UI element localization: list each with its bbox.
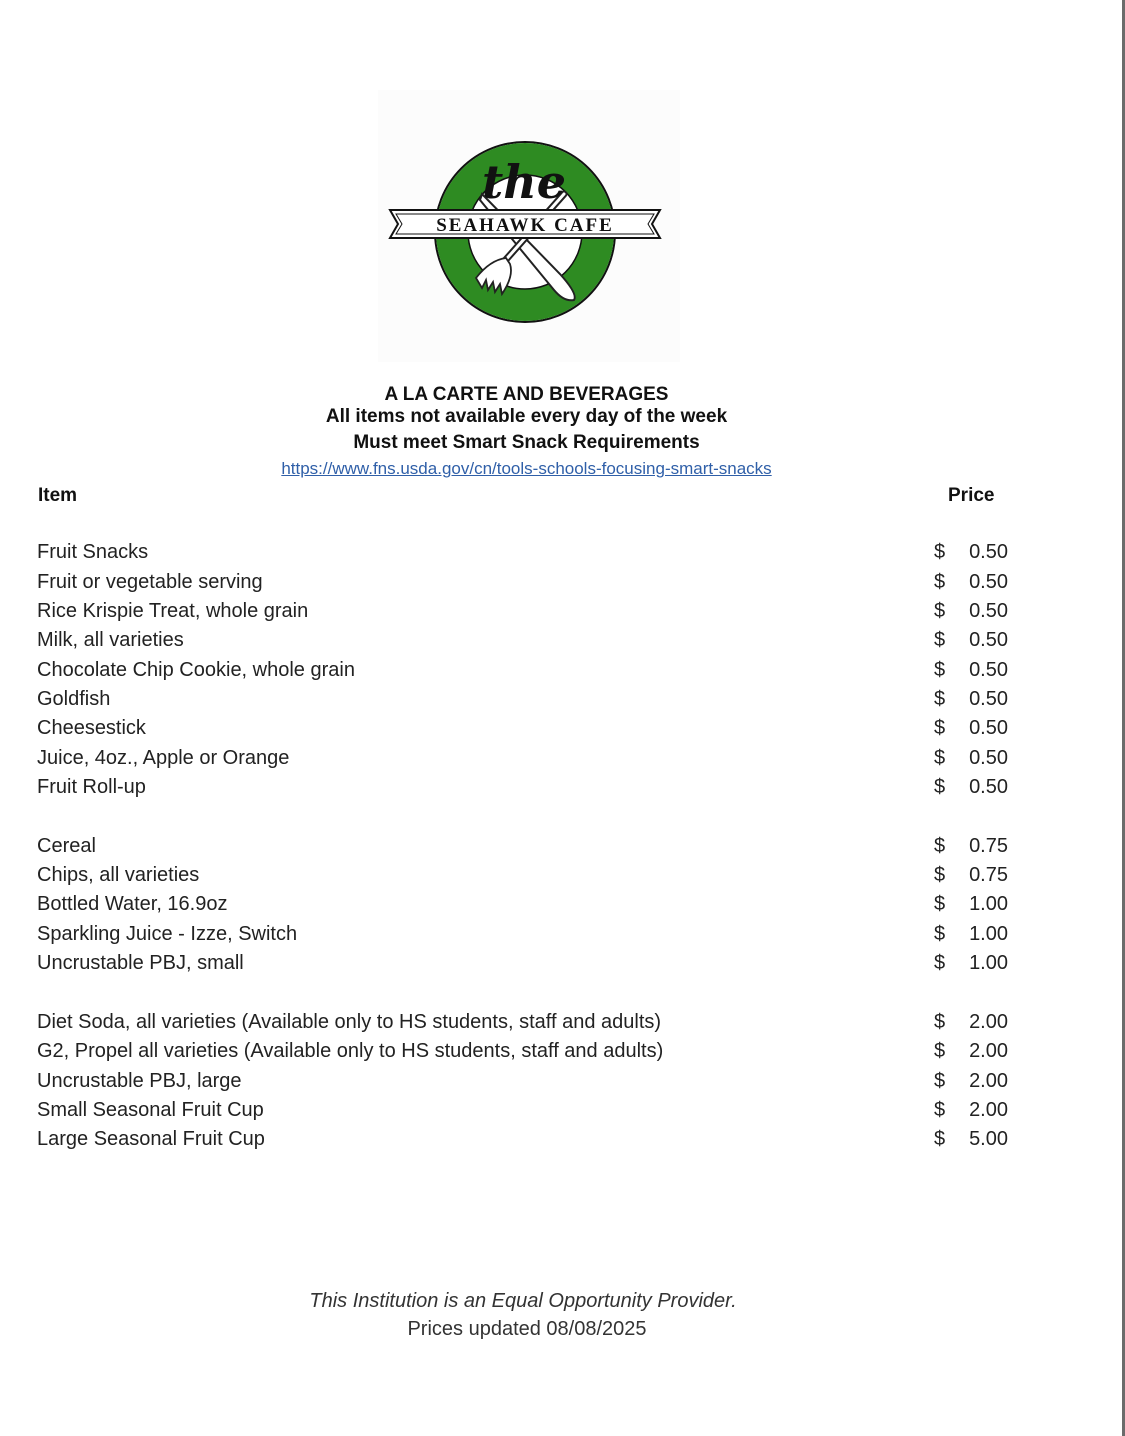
table-row	[0, 776, 1050, 805]
currency-symbol: $	[934, 952, 946, 974]
item-price: 0.75	[969, 835, 1008, 857]
currency-symbol: $	[934, 776, 946, 798]
item-name: Juice, 4oz., Apple or Orange	[37, 747, 290, 769]
table-row	[0, 747, 1050, 776]
item-price: 0.50	[969, 659, 1008, 681]
item-name: Uncrustable PBJ, small	[37, 952, 244, 974]
currency-symbol: $	[934, 864, 946, 886]
prices-updated-date: Prices updated 08/08/2025	[407, 1318, 647, 1340]
item-name: Fruit Roll-up	[37, 776, 146, 798]
currency-symbol: $	[934, 1128, 946, 1150]
item-price: 2.00	[969, 1040, 1008, 1062]
table-row	[0, 835, 1050, 864]
item-name: Cheesestick	[37, 717, 146, 739]
table-row	[0, 893, 1050, 922]
item-name: Large Seasonal Fruit Cup	[37, 1128, 265, 1150]
item-name: Goldfish	[37, 688, 111, 710]
currency-symbol: $	[934, 659, 946, 681]
currency-symbol: $	[934, 717, 946, 739]
currency-symbol: $	[934, 1099, 946, 1121]
item-price: 0.50	[969, 629, 1008, 651]
currency-symbol: $	[934, 688, 946, 710]
item-name: Bottled Water, 16.9oz	[37, 893, 228, 915]
item-name: Rice Krispie Treat, whole grain	[37, 600, 309, 622]
table-row	[0, 1070, 1050, 1099]
equal-opportunity-statement: This Institution is an Equal Opportunity Provider.	[309, 1290, 737, 1312]
table-row	[0, 659, 1050, 688]
table-row	[0, 541, 1050, 570]
currency-symbol: $	[934, 1040, 946, 1062]
item-name: Fruit or vegetable serving	[37, 571, 263, 593]
item-name: Uncrustable PBJ, large	[37, 1070, 242, 1092]
item-name: Diet Soda, all varieties (Available only to HS students, staff and adults)	[37, 1011, 662, 1033]
item-price: 0.50	[969, 688, 1008, 710]
item-price: 0.50	[969, 541, 1008, 563]
item-name: Cereal	[37, 835, 96, 857]
currency-symbol: $	[934, 893, 946, 915]
table-row	[0, 952, 1050, 981]
table-row	[0, 600, 1050, 629]
table-row	[0, 629, 1050, 658]
item-price: 0.50	[969, 776, 1008, 798]
item-price: 1.00	[969, 923, 1008, 945]
currency-symbol: $	[934, 629, 946, 651]
item-price: 0.50	[969, 717, 1008, 739]
item-price: 1.00	[969, 952, 1008, 974]
table-row	[0, 688, 1050, 717]
item-price: 2.00	[969, 1099, 1008, 1121]
page-title: A LA CARTE AND BEVERAGES	[384, 384, 669, 405]
column-header-price: Price	[948, 485, 995, 506]
item-price: 2.00	[969, 1011, 1008, 1033]
item-price: 2.00	[969, 1070, 1008, 1092]
item-name: Milk, all varieties	[37, 629, 184, 651]
item-price: 0.75	[969, 864, 1008, 886]
logo-word-the: the	[482, 155, 566, 209]
currency-symbol: $	[934, 571, 946, 593]
item-price: 1.00	[969, 893, 1008, 915]
table-row	[0, 1128, 1050, 1157]
currency-symbol: $	[934, 747, 946, 769]
currency-symbol: $	[934, 541, 946, 563]
currency-symbol: $	[934, 835, 946, 857]
currency-symbol: $	[934, 1070, 946, 1092]
table-row	[0, 864, 1050, 893]
item-name: Chocolate Chip Cookie, whole grain	[37, 659, 355, 681]
table-row	[0, 1040, 1050, 1069]
item-name: Small Seasonal Fruit Cup	[37, 1099, 264, 1121]
availability-note: All items not available every day of the week	[325, 406, 728, 427]
item-price: 0.50	[969, 600, 1008, 622]
item-name: Chips, all varieties	[37, 864, 200, 886]
table-row	[0, 571, 1050, 600]
table-row	[0, 923, 1050, 952]
table-row	[0, 1011, 1050, 1040]
item-name: G2, Propel all varieties (Available only to HS students, staff and adults)	[37, 1040, 664, 1062]
currency-symbol: $	[934, 1011, 946, 1033]
item-name: Sparkling Juice - Izze, Switch	[37, 923, 298, 945]
item-name: Fruit Snacks	[37, 541, 149, 563]
requirement-note: Must meet Smart Snack Requirements	[353, 432, 700, 453]
item-price: 0.50	[969, 747, 1008, 769]
column-header-item: Item	[38, 485, 78, 506]
currency-symbol: $	[934, 923, 946, 945]
item-price: 0.50	[969, 571, 1008, 593]
seahawk-cafe-logo	[378, 90, 680, 362]
currency-symbol: $	[934, 600, 946, 622]
logo-banner	[390, 210, 660, 238]
item-price: 5.00	[969, 1128, 1008, 1150]
logo-banner-text: SEAHAWK CAFE	[436, 215, 614, 236]
smart-snacks-link[interactable]: https://www.fns.usda.gov/cn/tools-schools-focusing-smart-snacks	[281, 459, 772, 478]
table-row	[0, 1099, 1050, 1128]
table-row	[0, 717, 1050, 746]
